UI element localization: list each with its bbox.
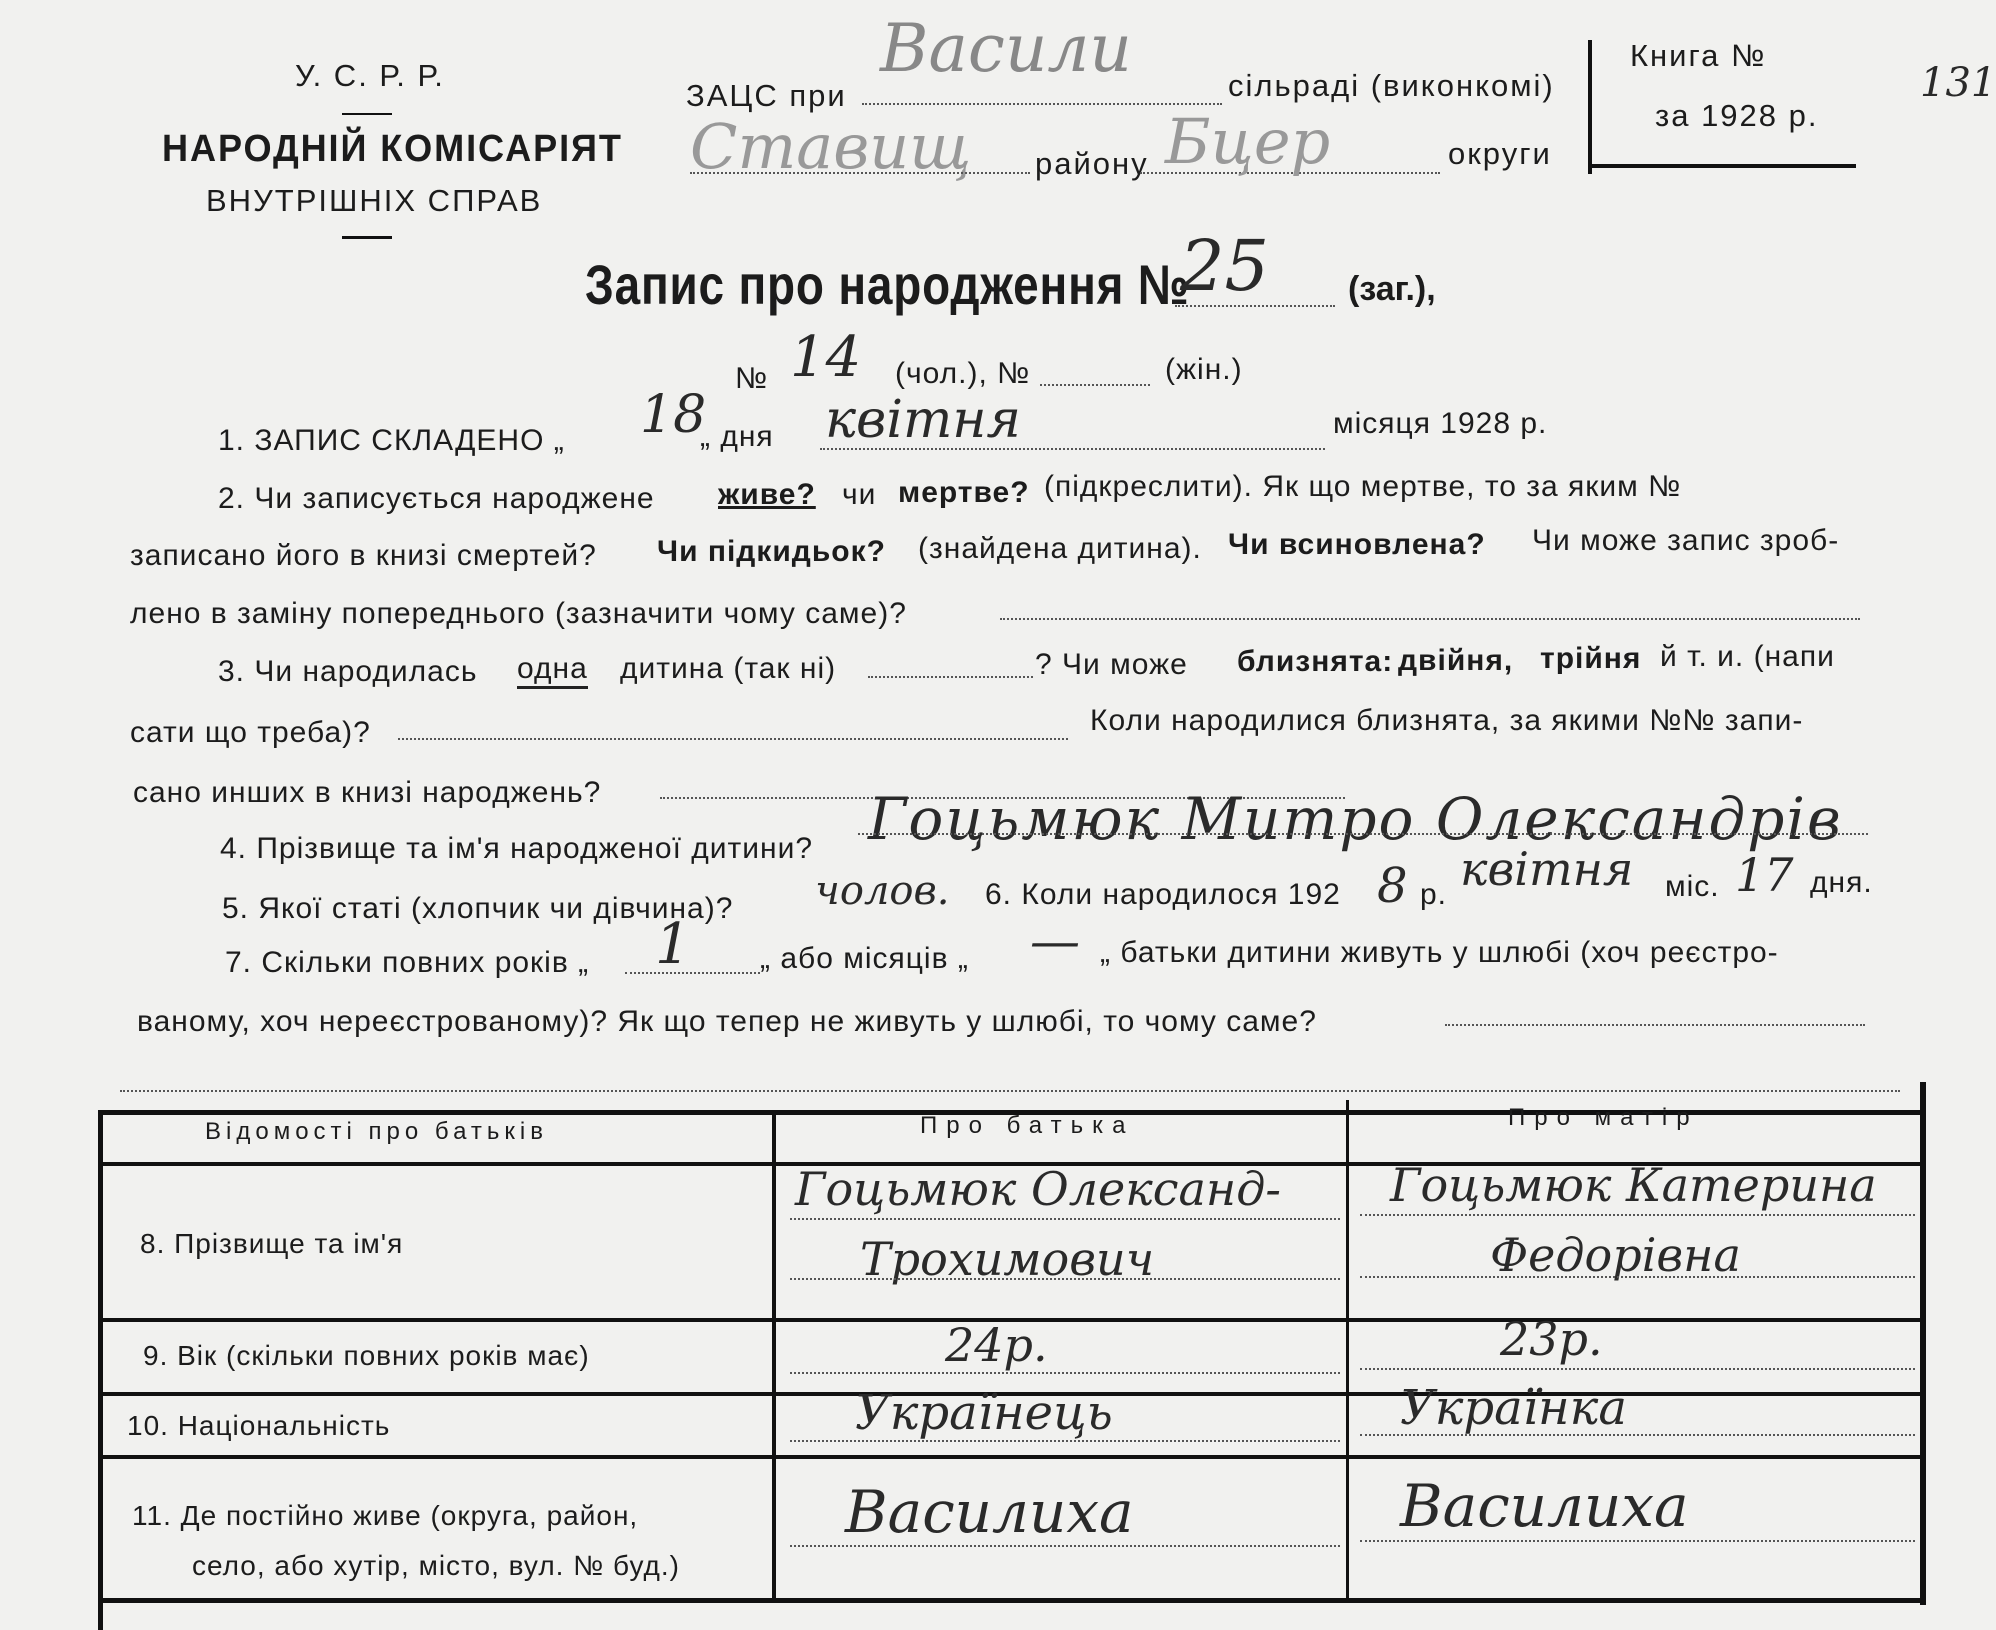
table-header-father: Про батька (920, 1112, 1135, 1139)
q3-twins-when: Коли народилися близнята, за якими №№ запи- (1090, 704, 1804, 737)
row-residence-label-2: село, або хутір, місто, вул. № буд.) (192, 1550, 680, 1581)
row-nationality-label: 10. Національність (127, 1410, 391, 1441)
q3-label: 3. Чи народилась (218, 655, 478, 688)
mother-residence-handwritten: Василиха (1400, 1472, 1689, 1540)
mother-patronymic-handwritten: Федорівна (1490, 1228, 1741, 1282)
record-number-handwritten: 25 (1180, 225, 1270, 307)
male-label: (чол.), № (895, 357, 1031, 390)
q4-child-name-handwritten: Гоцьмюк Митро Олександрів (868, 785, 1843, 853)
q7-months-handwritten: — (1030, 912, 1080, 970)
mother-surname-handwritten: Гоцьмюк Катерина (1390, 1158, 1877, 1212)
book-year: за 1928 р. (1655, 98, 1819, 133)
divider (342, 113, 392, 115)
q7-label: 7. Скільки повних років „ (225, 946, 590, 979)
row-name-label: 8. Прізвище та ім'я (140, 1228, 404, 1259)
q7-years-handwritten: 1 (655, 912, 691, 977)
q2-replace-label: Чи може запис зроб- (1532, 524, 1840, 557)
q1-month-handwritten: квітня (825, 390, 1021, 450)
q3-double: двійня, (1398, 644, 1514, 677)
q5-sex-handwritten: чолов. (815, 868, 950, 914)
mother-nationality-handwritten: Українка (1400, 1380, 1627, 1436)
q3-may: ? Чи може (1035, 648, 1188, 681)
q2-live-option: живе? (718, 478, 816, 511)
q6-day-handwritten: 17 (1735, 848, 1794, 902)
q3-twins: близнята: (1237, 645, 1394, 678)
q3-line2: сати що треба)? (130, 716, 371, 749)
father-nationality-handwritten: Українець (855, 1385, 1113, 1441)
ministry-subtitle: ВНУТРІШНІХ СПРАВ (206, 183, 543, 218)
q1-year-label: місяця 1928 р. (1333, 407, 1548, 440)
q2-dead-question: (підкреслити). Як що мертве, то за яким № (1044, 470, 1682, 503)
q4-label: 4. Прізвище та ім'я народженої дитини? (220, 832, 814, 865)
q2-adopted: Чи всиновлена? (1228, 528, 1486, 561)
ministry-title: НАРОДНІЙ КОМІСАРІЯТ (162, 128, 623, 170)
table-header-mother: Про матір (1508, 1104, 1699, 1131)
q3-one-option: одна (517, 652, 588, 689)
q2-dead-option: мертве? (898, 476, 1030, 509)
q5-label: 5. Якої статі (хлопчик чи дівчина)? (222, 892, 734, 925)
q7-line2: ваному, хоч нереєстрованому)? Як що тепер не живуть у шлюбі, то чому саме? (137, 1005, 1317, 1038)
q6-year-handwritten: 8 (1377, 858, 1408, 914)
q6-label: 6. Коли народилося 192 (985, 878, 1341, 911)
book-box-border (1588, 40, 1592, 174)
okrug-label: округи (1448, 136, 1552, 171)
corner-number: 131 (1920, 60, 1996, 106)
q2-line3: лено в заміну попереднього (зазначити чому саме)? (130, 597, 907, 630)
q3-line3: сано инших в книзі народжень? (133, 776, 602, 809)
q6-month-handwritten: квітня (1460, 842, 1634, 896)
mother-age-handwritten: 23р. (1500, 1312, 1603, 1366)
record-suffix: (заг.), (1348, 270, 1436, 308)
record-title: Запис про народження № (585, 253, 1190, 316)
row-age-label: 9. Вік (скільки повних років має) (143, 1340, 590, 1371)
male-number-prefix: № (735, 362, 769, 395)
female-label: (жін.) (1165, 353, 1243, 386)
row-residence-label: 11. Де постійно живе (округа, район, (132, 1500, 639, 1531)
q3-child: дитина (так ні) (620, 652, 837, 685)
district-label: району (1035, 146, 1149, 181)
q1-label: 1. ЗАПИС СКЛАДЕНО „ (218, 424, 565, 457)
q7-marriage-label: „ батьки дитини живуть у шлюбі (хоч реєстро- (1100, 936, 1779, 969)
q3-etc: й т. и. (напи (1660, 640, 1835, 673)
zags-suffix: сільраді (виконкомі) (1228, 68, 1555, 103)
q2-foundling: Чи підкидьок? (657, 535, 886, 568)
table-header-info: Відомості про батьків (205, 1118, 548, 1145)
zags-village-handwritten: Васили (880, 10, 1132, 87)
q7-months-label: „ або місяців „ (760, 942, 969, 975)
q2-found-note: (знайдена дитина). (918, 532, 1202, 565)
male-number-handwritten: 14 (790, 325, 862, 390)
state-abbrev: У. С. Р. Р. (295, 58, 445, 93)
book-box-border (1588, 164, 1856, 168)
q6-day-label: дня. (1810, 866, 1873, 899)
q3-triple: трійня (1540, 642, 1642, 675)
q1-day-label: „ дня (700, 420, 774, 453)
q2-line2: записано його в книзі смертей? (130, 539, 597, 572)
father-patronymic-handwritten: Трохимович (860, 1232, 1155, 1286)
divider (342, 236, 392, 239)
okrug-handwritten: Бцер (1165, 105, 1331, 178)
q1-day-handwritten: 18 (640, 385, 707, 445)
q6-month-label: міс. (1665, 870, 1720, 903)
father-age-handwritten: 24р. (945, 1318, 1048, 1372)
q2-label: 2. Чи записується народжене (218, 482, 655, 515)
district-handwritten: Ставищ (690, 110, 972, 183)
zags-prefix: ЗАЦС при (686, 78, 847, 113)
q6-year-suffix: р. (1420, 878, 1448, 911)
father-surname-handwritten: Гоцьмюк Олександ- (795, 1162, 1281, 1216)
father-residence-handwritten: Василиха (845, 1478, 1134, 1546)
book-number-label: Книга № (1630, 38, 1767, 73)
q2-or: чи (842, 478, 877, 511)
